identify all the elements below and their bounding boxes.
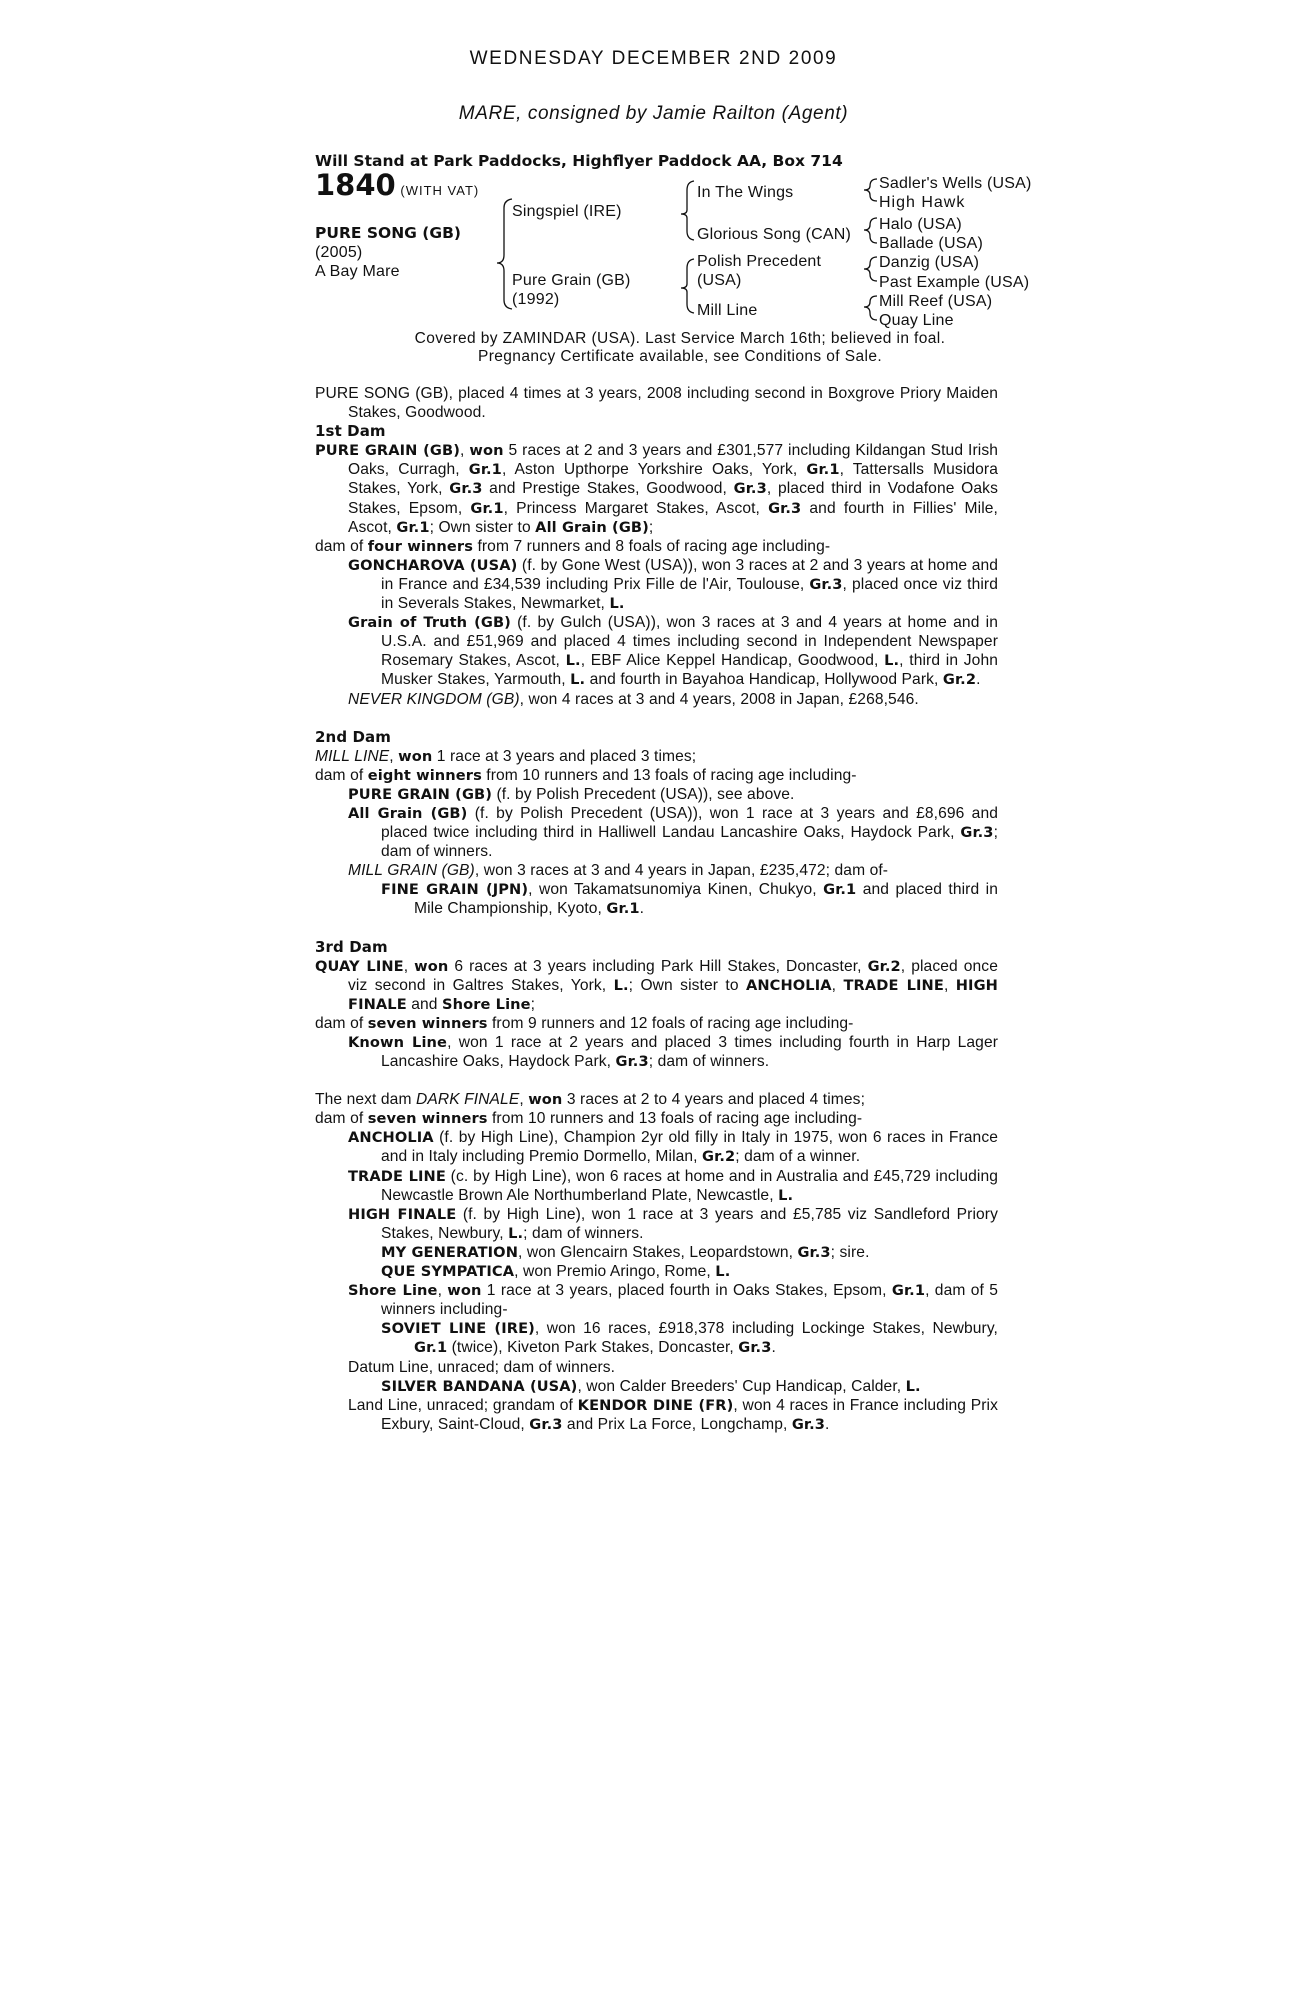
list-item: MILL GRAIN (GB), won 3 races at 3 and 4 years in Japan, £235,472; dam of- (348, 862, 889, 880)
second-dam-produce: dam of eight winners from 10 runners and 13 foals of racing age including- (315, 766, 857, 784)
second-dam-heading: 2nd Dam (315, 727, 391, 746)
third-dam-produce: dam of seven winners from 9 runners and 12 foals of racing age including- (315, 1014, 854, 1032)
pedigree-body (315, 384, 998, 1434)
consignor-line: MARE, consigned by Jamie Railton (Agent) (458, 103, 849, 124)
dam-dam: Mill Line (697, 302, 758, 319)
list-item: GONCHAROVA (USA) (f. by Gone West (USA)), won 3 races at 2 and 3 years at home and in France and £34,539 including Prix Fille de l'Air, Toulouse, Gr.3, placed once viz third in Severals Stakes, Newmarket, L. (348, 556, 999, 613)
dam-sire-dam: Past Example (USA) (879, 274, 1030, 291)
lot-number: 1840 (315, 168, 396, 202)
dam-name: Pure Grain (GB) (512, 272, 631, 289)
list-item: ANCHOLIA (f. by High Line), Champion 2yr old filly in Italy in 1975, won 6 races in France and in Italy including Premio Dormello, Milan, Gr.2; dam of a winner. (348, 1129, 998, 1166)
second-dam-record: MILL LINE, won 1 race at 3 years and placed 3 times; (315, 747, 697, 765)
sire-dam: Glorious Song (CAN) (697, 226, 852, 243)
sire-dam-sire: Halo (USA) (879, 216, 962, 233)
dam-sire-line1: Polish Precedent (697, 253, 822, 270)
list-item: SILVER BANDANA (USA), won Calder Breeders' Cup Handicap, Calder, L. (381, 1377, 921, 1395)
third-dam-record: QUAY LINE, won 6 races at 3 years including Park Hill Stakes, Doncaster, Gr.2, placed once viz second in Galtres Stakes, York, L.; Own sister to ANCHOLIA, TRADE LINE, HIGH FINALE and Shore Line; (315, 957, 998, 1013)
dam-year: (1992) (512, 291, 560, 308)
foaling-year: (2005) (315, 244, 363, 261)
third-dam-heading: 3rd Dam (315, 937, 388, 956)
list-item: Known Line, won 1 race at 2 years and placed 3 times including fourth in Harp Lager Lancashire Oaks, Haydock Park, Gr.3; dam of winners. (348, 1034, 999, 1071)
pedigree-braces (0, 0, 1307, 340)
list-item: Datum Line, unraced; dam of winners. (348, 1358, 616, 1376)
sire-sire-sire: Sadler's Wells (USA) (879, 175, 1032, 192)
first-dam-record: PURE GRAIN (GB), won 5 races at 2 and 3 years and £301,577 including Kildangan Stud Irish Oaks, Curragh, Gr.1, Aston Upthorpe Yorkshire Oaks, York, Gr.1, Tattersalls Musidora Stakes, York, Gr.3 and Prestige Stakes, Goodwood, Gr.3, placed third in Vodafone Oaks Stakes, Epsom, Gr.1, Princess Margaret Stakes, Ascot, Gr.3 and fourth in Fillies' Mile, Ascot, Gr.1; Own sister to All Grain (GB); (315, 442, 999, 536)
dam-dam-dam: Quay Line (879, 312, 954, 329)
list-item: TRADE LINE (c. by High Line), won 6 races at home and in Australia and £45,729 including Newcastle Brown Ale Northumberland Plate, Newcastle, L. (348, 1167, 998, 1204)
sire-sire: In The Wings (697, 184, 794, 201)
list-item: SOVIET LINE (IRE), won 16 races, £918,378 including Lockinge Stakes, Newbury, Gr.1 (twice), Kiveton Park Stakes, Doncaster, Gr.3. (381, 1320, 998, 1357)
sire-sire-dam: High Hawk (879, 194, 966, 211)
stand-location: Will Stand at Park Paddocks, Highflyer Paddock AA, Box 714 (315, 152, 843, 170)
next-dam-produce: dam of seven winners from 10 runners and 13 foals of racing age including- (315, 1110, 863, 1128)
first-dam-produce: dam of four winners from 7 runners and 8 foals of racing age including- (315, 537, 831, 555)
horse-description: A Bay Mare (315, 263, 400, 280)
sire-name: Singspiel (IRE) (512, 203, 622, 220)
list-item: HIGH FINALE (f. by High Line), won 1 race at 3 years and £5,785 viz Sandleford Priory Stakes, Newbury, L.; dam of winners. (348, 1205, 998, 1242)
list-item: QUE SYMPATICA, won Premio Aringo, Rome, L. (381, 1263, 731, 1281)
list-item: Shore Line, won 1 race at 3 years, placed fourth in Oaks Stakes, Epsom, Gr.1, dam of 5 winners including- (348, 1282, 998, 1319)
dam-dam-sire: Mill Reef (USA) (879, 293, 993, 310)
list-item: Land Line, unraced; grandam of KENDOR DINE (FR), won 4 races in France including Prix Exbury, Saint-Cloud, Gr.3 and Prix La Force, Longchamp, Gr.3. (348, 1396, 998, 1433)
list-item: PURE GRAIN (GB) (f. by Polish Precedent (USA)), see above. (348, 785, 795, 803)
next-dam-record: The next dam DARK FINALE, won 3 races at 2 to 4 years and placed 4 times; (315, 1091, 865, 1109)
first-dam-heading: 1st Dam (315, 422, 386, 441)
list-item: All Grain (GB) (f. by Polish Precedent (USA)), won 1 race at 3 years and £8,696 and placed twice including third in Halliwell Landau Lancashire Oaks, Haydock Park, Gr.3; dam of winners. (348, 804, 998, 861)
covered-line: Covered by ZAMINDAR (USA). Last Service March 16th; believed in foal. (414, 330, 946, 347)
dam-sire-sire: Danzig (USA) (879, 254, 980, 271)
list-item: NEVER KINGDOM (GB), won 4 races at 3 and 4 years, 2008 in Japan, £268,546. (348, 690, 919, 708)
pregnancy-line: Pregnancy Certificate available, see Conditions of Sale. (477, 348, 883, 365)
list-item: MY GENERATION, won Glencairn Stakes, Leopardstown, Gr.3; sire. (381, 1243, 870, 1261)
sale-date: WEDNESDAY DECEMBER 2ND 2009 (469, 48, 838, 69)
sire-dam-dam: Ballade (USA) (879, 235, 983, 252)
horse-name: PURE SONG (GB) (315, 224, 462, 242)
list-item: FINE GRAIN (JPN), won Takamatsunomiya Kinen, Chukyo, Gr.1 and placed third in Mile Championship, Kyoto, Gr.1. (381, 881, 998, 918)
list-item: Grain of Truth (GB) (f. by Gulch (USA)), won 3 races at 3 and 4 years at home and in U.S.A. and £51,969 and placed 4 times including second in Independent Newspaper Rosemary Stakes, Ascot, L., EBF Alice Keppel Handicap, Goodwood, L., third in John Musker Stakes, Yarmouth, L. and fourth in Bayahoa Handicap, Hollywood Park, Gr.2. (348, 614, 998, 689)
vat-note: (WITH VAT) (400, 183, 480, 198)
dam-sire-line2: (USA) (697, 272, 742, 289)
intro-paragraph: PURE SONG (GB), placed 4 times at 3 years, 2008 including second in Boxgrove Priory Maiden Stakes, Goodwood. (315, 385, 998, 422)
